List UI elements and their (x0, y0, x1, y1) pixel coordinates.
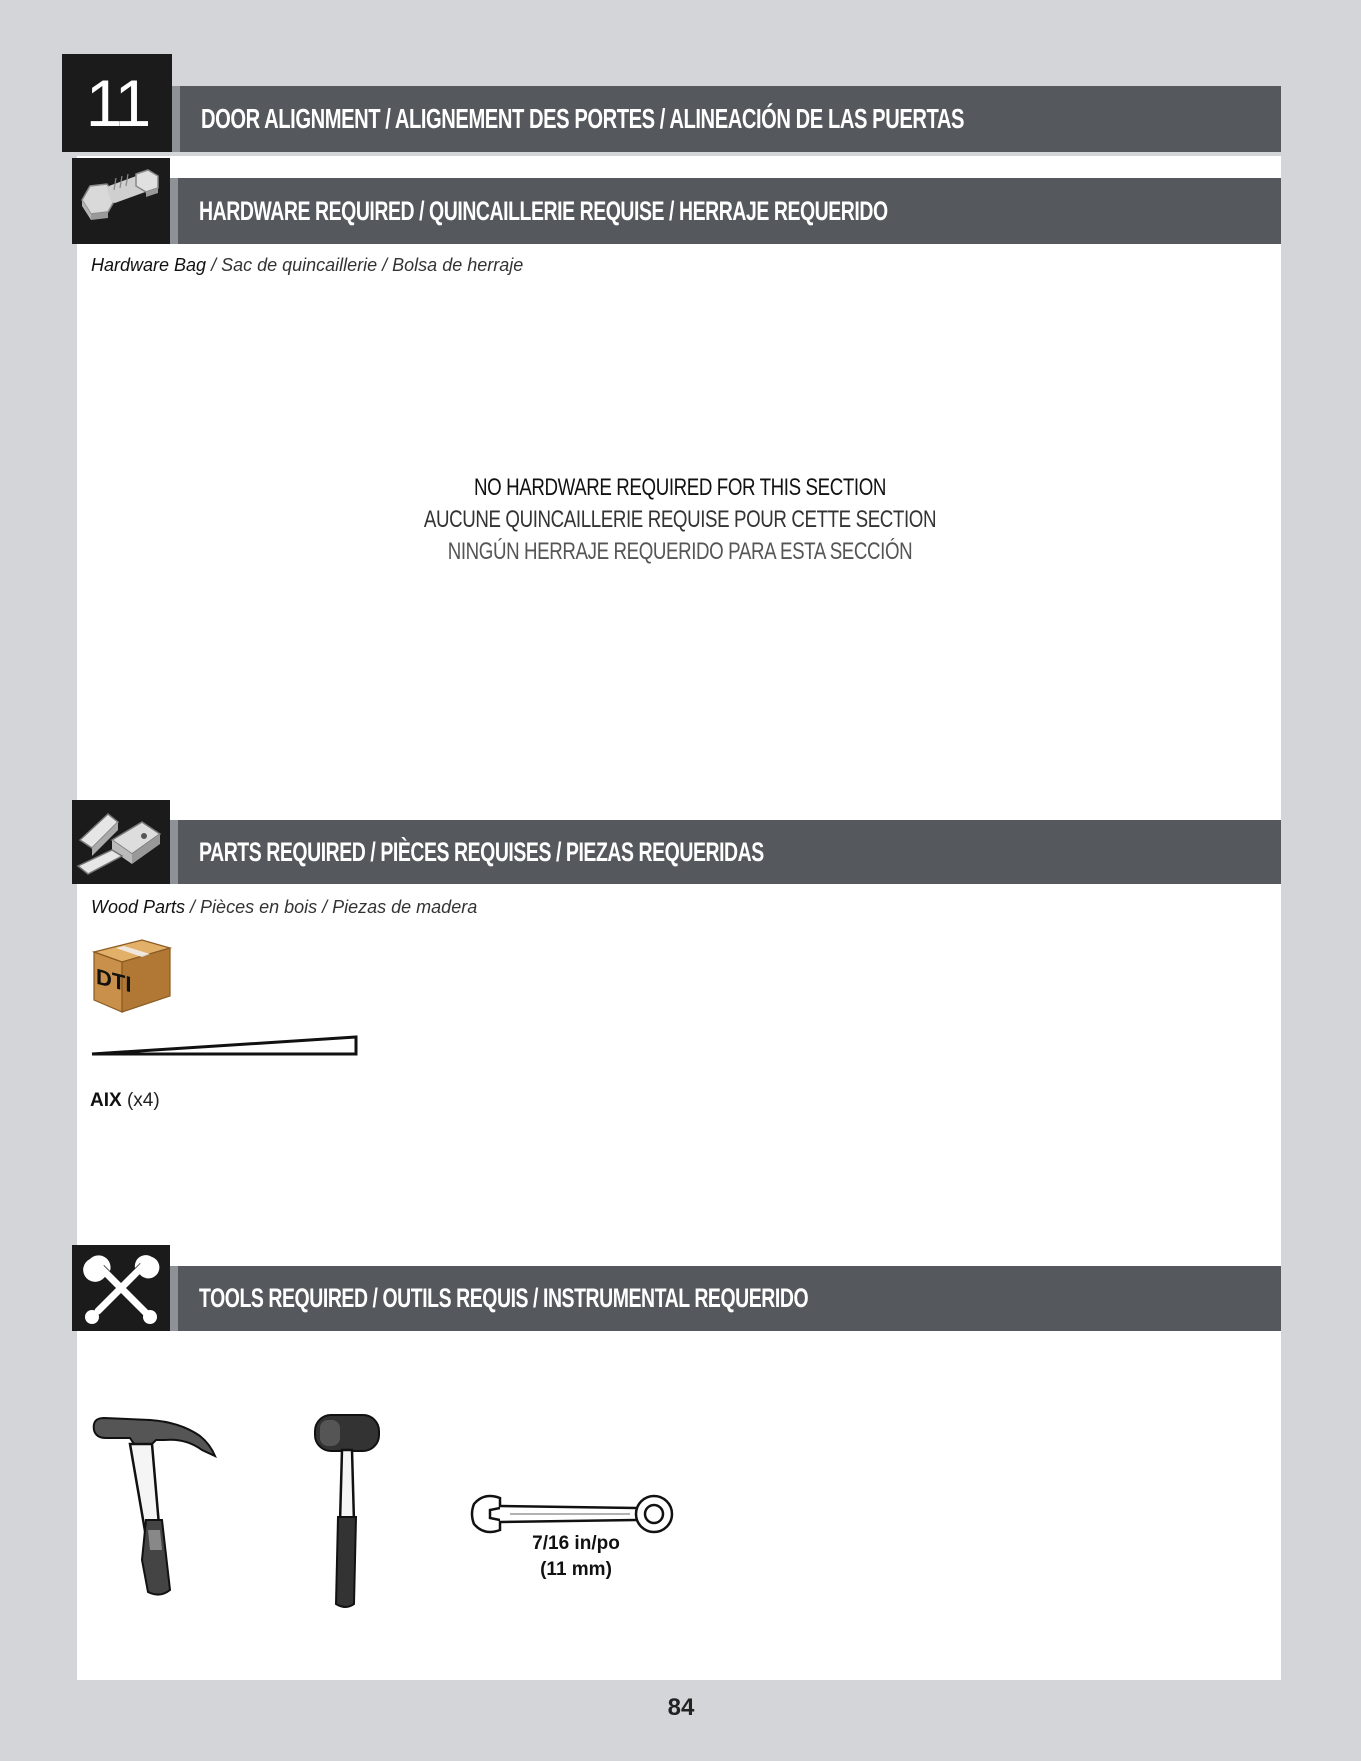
mallet-icon (312, 1412, 384, 1612)
parts-subtitle-translations: / Pièces en bois / Piezas de madera (185, 897, 478, 917)
wrench-size-metric: (11 mm) (540, 1559, 612, 1580)
parts-icon-box (72, 800, 170, 884)
box-label: DTI (96, 963, 132, 998)
hardware-header: HARDWARE REQUIRED / QUINCAILLERIE REQUISE / HERRAJE REQUERIDO (178, 178, 1281, 244)
hardware-icon-box (72, 158, 170, 244)
tools-icon-box (72, 1245, 170, 1331)
bracket-icon (72, 800, 170, 884)
wedge-shim-icon (90, 1034, 360, 1058)
stripe (170, 820, 178, 884)
step-number: 11 (62, 54, 172, 152)
parts-header: PARTS REQUIRED / PIÈCES REQUISES / PIEZAS REQUERIDAS (178, 820, 1281, 884)
wrench-icon (470, 1490, 676, 1538)
part-quantity: (x4) (126, 1090, 160, 1111)
bolt-nut-icon (72, 158, 170, 244)
wrench-size-imperial: 7/16 in/po (532, 1533, 620, 1554)
parts-subtitle-primary: Wood Parts (91, 897, 186, 917)
box-icon (90, 934, 174, 1014)
page-sheet (77, 156, 1281, 1680)
hardware-subtitle (91, 255, 523, 276)
stripe (170, 1266, 178, 1331)
tools-header: TOOLS REQUIRED / OUTILS REQUIS / INSTRUMENTAL REQUERIDO (178, 1266, 1281, 1331)
notice-es: NINGÚN HERRAJE REQUERIDO PARA ESTA SECCIÓN (447, 538, 913, 565)
part-callout (90, 1090, 160, 1112)
stripe (170, 178, 178, 244)
page-number: 84 (667, 1694, 695, 1721)
notice-fr: AUCUNE QUINCAILLERIE REQUISE POUR CETTE SECTION (423, 506, 937, 533)
stripe (172, 86, 180, 152)
notice-en: NO HARDWARE REQUIRED FOR THIS SECTION (473, 474, 886, 501)
hardware-subtitle-primary: Hardware Bag (91, 255, 207, 275)
parts-subtitle (91, 897, 477, 918)
hammer-icon (90, 1410, 220, 1600)
step-title: DOOR ALIGNMENT / ALIGNEMENT DES PORTES / ALINEACIÓN DE LAS PUERTAS (180, 86, 1281, 152)
crossed-wrenches-icon (72, 1245, 170, 1331)
wrench-size (510, 1533, 642, 1581)
hardware-subtitle-translations: / Sac de quincaillerie / Bolsa de herraje (206, 255, 524, 275)
part-code: AIX (90, 1090, 122, 1111)
